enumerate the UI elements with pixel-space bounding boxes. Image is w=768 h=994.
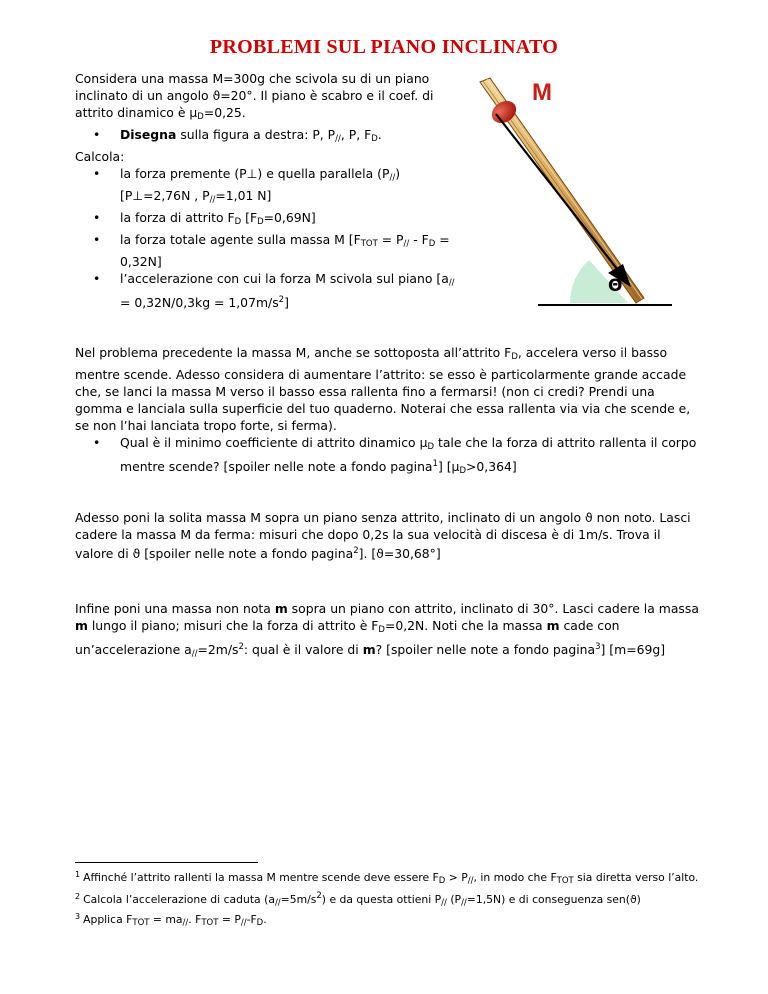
footnote-1: $^1$ Affinché l’attrito rallenti la massa M mentre scende deve essere $F_D > P_{//}$, in modo che $F_{TOT}$ sia diretta verso l’alto. (75, 870, 699, 886)
mass-label: M (532, 79, 552, 106)
problem-4 (75, 600, 700, 663)
angle-label: Θ (608, 276, 623, 296)
problem-1-intro: Considera una massa M=300g che scivola su di un piano inclinato di un angolo ϑ=20°. Il piano è scabro e il coef. di attrito dinamico è $\mu_D=0,25$. (75, 71, 434, 122)
problem-3-text: Adesso poni la solita massa M sopra un piano senza attrito, inclinato di un angolo ϑ non noto. Lasci cadere la massa M da ferma: misuri che dopo 0,2s la sua velocità di discesa è di 1m/s. Trova il valore di ϑ [spoiler nelle note a fondo pagina$^2$]. [ϑ=30,68°] (75, 510, 691, 561)
footnote-3: $^3$ Applica $F_{TOT} = ma_{//}$. $F_{TOT} = P_{//}-F_D$. (75, 912, 267, 928)
problem-2-text: Nel problema precedente la massa M, anche se sottoposta all’attrito $F_D$, accelera verso il basso mentre scende. Adesso considera di aumentare l’attrito: se esso è particolarmente grande accade che, se lanci la massa M verso il basso essa rallenta fino a fermarsi! (non ci credi? Prendi una gomma e lanciala sulla superficie del tuo quaderno. Noterai che essa rallenta via via che scende e, se non l’hai lanciata tropo forte, si ferma). (75, 345, 691, 433)
footnotes (75, 868, 700, 931)
footnote-separator (75, 862, 258, 863)
problem-4-text: Infine poni una massa non nota m sopra un piano con attrito, inclinato di 30°. Lasci cadere la massa m lungo il piano; misuri che la forza di attrito è $F_D=0,2N$. Noti che la massa m cade con un’accelerazione $a_{//}=2m/s^2$: qual è il valore di m? [spoiler nelle note a fondo pagina$^3$] [m=69g] (75, 601, 699, 659)
calcola-label: Calcola: (75, 149, 125, 164)
list-item: • la forza di attrito $F_D$ $[F_D=0,69N]$ (120, 209, 465, 231)
list-item: • la forza totale agente sulla massa M $[F_{TOT} = P_{//} - F_D = 0,32N]$ (120, 231, 465, 270)
page-title: PROBLEMI SUL PIANO INCLINATO (209, 36, 559, 58)
problem-2 (75, 344, 700, 480)
inclined-plane-figure (478, 74, 678, 314)
list-item: • la forza premente (P⊥) e quella parallela $(P_{//})$ [P⊥=2,76N , $P_{//}=1,01$ N] (120, 165, 465, 209)
problem-2-list (75, 434, 700, 480)
force-arrow-line (496, 114, 621, 274)
footnote-2: $^2$ Calcola l’accelerazione di caduta $(a_{//}=5m/s^2)$ e da questa ottieni $P_{//}$ $(P_{//}=1,5N)$ e di conseguenza sen(ϑ) (75, 890, 641, 908)
problem-1 (75, 70, 465, 311)
problem-1-draw-list (75, 126, 465, 148)
problem-1-calc-list (75, 165, 465, 311)
problem-3 (75, 509, 700, 562)
list-item: • l’accelerazione con cui la forza M scivola sul piano $[a_{//} = 0,32N/0,3kg = 1,07m/s^2]$ (120, 270, 465, 311)
list-item: • Disegna sulla figura a destra: P, $P_{//}$, P, $F_D$. (120, 126, 465, 148)
list-item: • Qual è il minimo coefficiente di attrito dinamico $\mu_D$ tale che la forza di attrito rallenta il corpo mentre scende? [spoiler nelle note a fondo pagina$^1$] $[\mu_D>0,364]$ (120, 434, 700, 480)
